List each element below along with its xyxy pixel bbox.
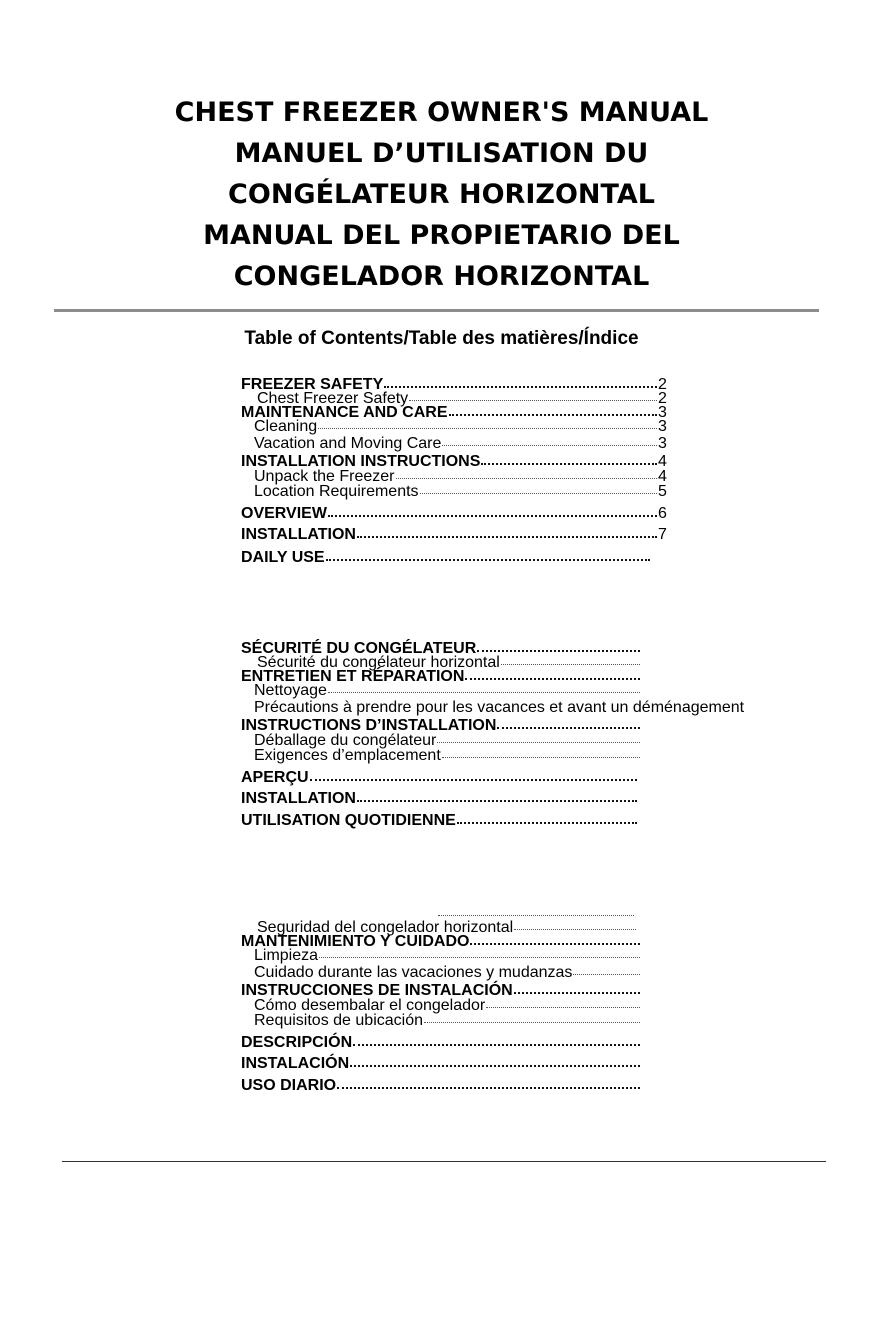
toc-entry[interactable] <box>241 948 649 963</box>
footer-divider <box>62 1161 826 1162</box>
toc-entry-label: Cómo desembalar el congelador <box>254 997 486 1014</box>
toc-entry-label: Cuidado durante las vacaciones y mudanzas <box>254 964 573 981</box>
manual-title <box>0 92 883 297</box>
toc-entry-label: Location Requirements <box>254 483 419 500</box>
toc-entry[interactable] <box>241 1035 649 1050</box>
toc-entry[interactable] <box>241 469 666 484</box>
toc-entry-label: Exigences d’emplacement <box>254 747 441 764</box>
toc-entry[interactable] <box>241 1078 649 1093</box>
toc-entry[interactable] <box>241 527 666 542</box>
toc-entry-label: Cleaning <box>254 418 318 435</box>
toc-entry[interactable] <box>241 484 666 499</box>
toc-entry-page: 3 <box>658 418 667 435</box>
toc-entry[interactable] <box>241 791 646 806</box>
leader-dots <box>514 983 640 994</box>
toc-entry-page: 7 <box>658 526 667 543</box>
toc-entry-label: INSTALLATION <box>241 790 356 807</box>
leader-dots <box>337 1078 640 1089</box>
toc-entry[interactable] <box>241 733 649 748</box>
toc-entry-label: INSTALLATION INSTRUCTIONS <box>241 453 481 470</box>
toc-entry-label: FREEZER SAFETY <box>241 376 384 393</box>
leader-dots <box>310 770 637 781</box>
leader-dots <box>481 454 657 465</box>
toc-entry[interactable] <box>241 983 649 998</box>
toc-entry[interactable] <box>241 699 745 716</box>
leader-dots <box>501 655 640 665</box>
toc-entry-label: Seguridad del congelador horizontal <box>257 919 514 936</box>
toc-entry[interactable] <box>241 454 666 469</box>
toc-entry-label: MAINTENANCE AND CARE <box>241 404 448 421</box>
leader-dots <box>328 683 640 693</box>
leader-dots <box>353 1035 640 1046</box>
toc-entry[interactable] <box>241 550 659 565</box>
leader-dots <box>396 469 657 479</box>
toc-entry-label: INSTRUCCIONES DE INSTALACIÓN <box>241 982 513 999</box>
toc-entry-label: INSTALACIÓN <box>241 1055 350 1072</box>
leader-dots <box>470 934 640 945</box>
leader-dots <box>326 550 650 561</box>
toc-entry-label: Chest Freezer Safety <box>257 390 409 407</box>
toc-entry[interactable] <box>241 998 649 1013</box>
leader-dots <box>514 920 636 930</box>
leader-dots <box>442 748 640 758</box>
toc-entry[interactable] <box>241 436 666 451</box>
toc-entry-page: 2 <box>658 390 667 407</box>
toc-entry-label: Déballage du congélateur <box>254 732 437 749</box>
leader-dots <box>497 718 640 729</box>
toc-entry-page: 4 <box>658 468 667 485</box>
toc-entry-label: INSTRUCTIONS D’INSTALLATION <box>241 717 497 734</box>
toc-entry-label: OVERVIEW <box>241 505 327 522</box>
toc-entry-page: 3 <box>658 435 667 452</box>
toc-entry[interactable] <box>241 683 649 698</box>
toc-entry-label: ENTRETIEN ET RÉPARATION <box>241 668 465 685</box>
leader-dots <box>384 377 657 388</box>
leader-dots <box>424 1013 640 1023</box>
toc-entry-label: APERÇU <box>241 769 309 786</box>
toc-entry-page: 5 <box>658 483 667 500</box>
toc-entry[interactable] <box>241 506 666 521</box>
toc-entry[interactable] <box>241 419 666 434</box>
leader-dots <box>573 965 640 975</box>
header-divider <box>54 309 819 312</box>
toc-entry-label: Vacation and Moving Care <box>254 435 442 452</box>
toc-entry-page: 3 <box>658 404 667 421</box>
leader-dots <box>465 669 640 680</box>
toc-entry-label: SÉCURITÉ DU CONGÉLATEUR <box>241 640 477 657</box>
leader-dots <box>420 484 657 494</box>
leader-dots <box>357 791 637 802</box>
leader-dots <box>318 419 657 429</box>
leader-dots <box>449 405 657 416</box>
leader-dots <box>438 906 634 916</box>
leader-dots <box>357 527 657 538</box>
title-line-french-2: CONGÉLATEUR HORIZONTAL <box>228 179 655 210</box>
toc-entry[interactable] <box>241 748 649 763</box>
title-line-spanish-2: CONGELADOR HORIZONTAL <box>233 261 650 292</box>
toc-entry-label: USO DIARIO <box>241 1077 337 1094</box>
leader-dots <box>350 1056 640 1067</box>
toc-entry-label: Unpack the Freezer <box>254 468 395 485</box>
leader-dots <box>486 998 640 1008</box>
toc-entry-page: 2 <box>658 376 667 393</box>
toc-entry-label: DAILY USE <box>241 549 325 566</box>
title-line-spanish-1: MANUAL DEL PROPIETARIO DEL <box>203 220 680 251</box>
toc-entry[interactable] <box>241 965 649 980</box>
leader-dots <box>409 391 657 401</box>
toc-entry[interactable] <box>241 1056 649 1071</box>
toc-entry-label: Requisitos de ubicación <box>254 1012 423 1029</box>
leader-dots <box>477 641 640 652</box>
toc-entry-label: UTILISATION QUOTIDIENNE <box>241 812 456 829</box>
toc-entry-label: Nettoyage <box>254 682 327 699</box>
toc-entry-label: DESCRIPCIÓN <box>241 1034 353 1051</box>
toc-entry-label: Limpieza <box>254 947 319 964</box>
toc-entry-label: Sécurité du congélateur horizontal <box>257 654 500 671</box>
leader-dots <box>437 733 640 743</box>
leader-dots <box>457 813 637 824</box>
leader-dots <box>328 506 657 517</box>
toc-entry[interactable] <box>241 1013 649 1028</box>
toc-entry-label: INSTALLATION <box>241 526 356 543</box>
title-line-french-1: MANUEL D’UTILISATION DU <box>234 138 649 169</box>
toc-entry[interactable] <box>241 813 646 828</box>
toc-entry-page: 4 <box>658 453 667 470</box>
toc-entry-page: 6 <box>658 505 667 522</box>
leader-dots <box>319 948 640 958</box>
toc-entry[interactable] <box>241 770 646 785</box>
toc-entry-label: Précautions à prendre pour les vacances et avant un déménagement <box>254 699 745 716</box>
toc-entry[interactable] <box>241 718 649 733</box>
toc-heading: Table of Contents/Table des matières/Índice <box>244 328 639 349</box>
title-line-english: CHEST FREEZER OWNER'S MANUAL <box>174 97 709 128</box>
leader-dots <box>442 436 657 446</box>
toc-entry-label: MANTENIMIENTO Y CUIDADO <box>241 933 470 950</box>
